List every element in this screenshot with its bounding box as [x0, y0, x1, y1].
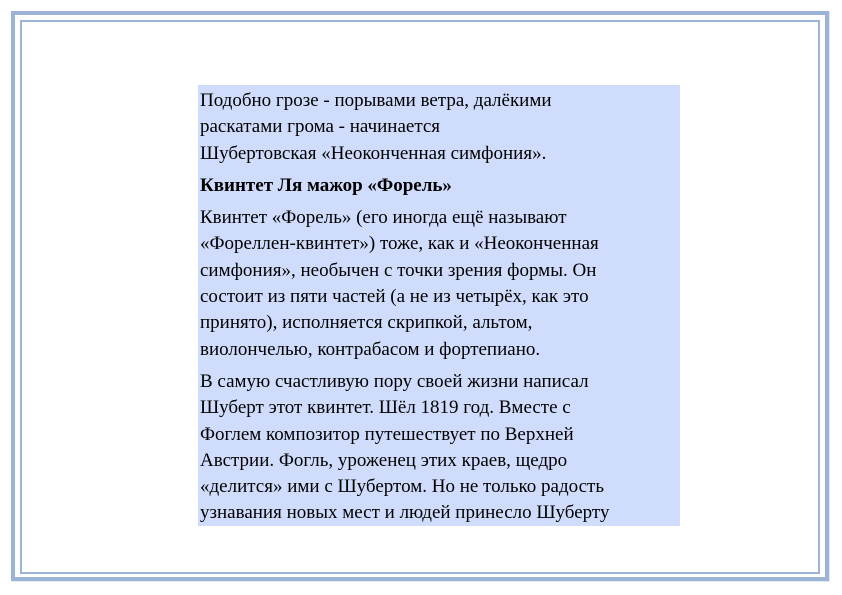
paragraph-quintet-form: Квинтет «Форель» (его иногда ещё называют «Фореллен-квинтет») тоже, как и «Неоконченная симфония», необычен с точки зрения формы. Он состоит из пяти частей (а не из четырёх, как это принято), исполняется скрипкой, альтом, виолончелью, контрабасом и фортепиано. — [200, 207, 599, 360]
section-heading: Квинтет Ля мажор «Форель» — [200, 174, 452, 196]
paragraph-intro: Подобно грозе - порывами ветра, далёкими раскатами грома - начинается Шубертовская «Неоконченная симфония». — [200, 90, 552, 164]
text-block — [198, 85, 680, 526]
paragraph-quintet-history: В самую счастливую пору своей жизни написал Шуберт этот квинтет. Шёл 1819 год. Вместе с Фоглем композитор путешествует по Верхней Австрии. Фогль, уроженец этих краев, щедро «делится» ими с Шубертом. Но не только радость узнавания новых мест и людей принесло Шуберту — [200, 370, 610, 524]
